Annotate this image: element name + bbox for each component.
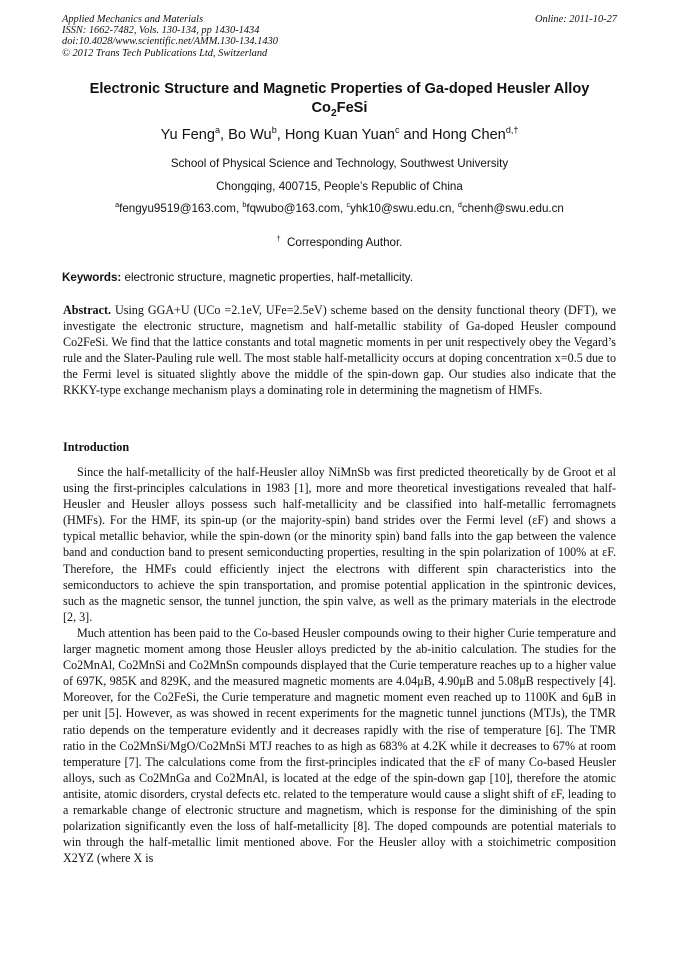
online-date: Online: 2011-10-27: [534, 14, 617, 25]
affiliation-institution: School of Physical Science and Technology, Southwest University: [170, 157, 509, 170]
title-formula-rest: FeSi: [336, 100, 368, 116]
author-conjunction: and: [403, 127, 428, 143]
email-address: chenh@swu.edu.cn: [461, 202, 564, 215]
keywords-label: Keywords:: [62, 271, 122, 284]
intro-paragraph-1: Since the half-metallicity of the half-Heusler alloy NiMnSb was first predicted theoretically by de Groot et al using the first-principles calculations in 1983 [1], more and more theoretical investigations revealed that half-Heusler and Heusler alloys possess such half-metallicity and be classified into half-metallic ferromagnets (HMFs). For the HMF, its spin-up (or the majority-spin) band strides over the Fermi level (εF) and shows a typical metallic behavior, while the spin-down (or the minority spin) band falls into the gap between the valence band and conduction band to present semiconducting properties, resulting in the spin polarization of 100% at εF. Therefore, the HMFs could efficiently inject the electrons with different spin characteristics into the semiconductors to achieve the spin transportation, and promise potential application in the spintronic devices, such as the magnetic sensor, the tunnel junction, the spin valve, as well as the primary materials in the electrode [2, 3].: [63, 465, 616, 624]
author-list: Yu Feng$^a$, Bo Wu$^b$, Hong Kuan Yuan$^c$ and Hong Chen$^{d,\dagger}$: [160, 125, 519, 143]
email-address: fengyu9519@163.com,: [119, 202, 243, 215]
author-emails: [62, 201, 617, 216]
author-affiliation-mark: a: [214, 125, 221, 136]
author-name: Hong Kuan Yuan: [284, 127, 395, 143]
author-name: Yu Feng: [160, 127, 215, 143]
paper-title: [62, 80, 617, 118]
keywords-section: [62, 270, 617, 285]
keywords-text: electronic structure, magnetic properties, half-metallicity.: [121, 271, 413, 284]
title-formula-subscript: 2: [330, 107, 337, 119]
email-address: yhk10@swu.edu.cn,: [350, 202, 458, 215]
author-affiliation-mark: d,†: [505, 125, 519, 136]
copyright-line: © 2012 Trans Tech Publications Ltd, Switzerland: [62, 47, 268, 59]
author-affiliation-mark: c: [394, 125, 400, 136]
intro-paragraph-2: Much attention has been paid to the Co-based Heusler compounds owing to their higher Curie temperature and larger magnetic moment among those Heusler alloys predicted by the ab-initio calculation. The studies for the Co2MnAl, Co2MnSi and Co2MnSn compounds displayed that the Curie temperature reaches up to a higher value of 697K, 985K and 829K, and the measured magnetic moments are 4.04μB, 4.90μB and 5.08μB respectively [4]. Moreover, for the Co2FeSi, the Curie temperature and magnetic moment even reached up to 1100K and 6μB in per unit [5]. However, as was showed in recent experiments for the magnetic tunnel junctions (MTJs), the TMR ratio depends on the temperature evidently and it decreases rapidly with the rise of temperature [6]. The TMR ratio in the Co2MnSi/MgO/Co2MnSi MTJ reaches to as high as 683% at 4.2K while it decreases to 67% at room temperature [7]. The calculations come from the first-principles indicated that the εF of many Co-based Heusler alloys, such as Co2MnGa and Co2MnAl, is located at the edge of the spin-down gap [10], therefore the atomic antisite, atomic disorders, crystal defects etc. related to the temperature would cause a slight shift of εF, leading to a remarkable change of electronic structure and magnetism, which is response for the diminishing of the spin polarization significantly even the loss of half-metallicity [8]. The doped compounds are potential materials to win through the half-metallic limit mentioned above. For the Heusler alloy with a stoichimetric composition X2YZ (where X is: [63, 625, 616, 866]
doi-line: doi:10.4028/www.scientific.net/AMM.130-134.1430: [62, 36, 278, 48]
introduction-heading: Introduction: [63, 440, 130, 454]
journal-name: Applied Mechanics and Materials: [62, 14, 204, 25]
journal-header: [62, 14, 617, 59]
title-line-2: [62, 99, 617, 118]
email-mark: a: [115, 200, 120, 210]
affiliation-address: Chongqing, 400715, People’s Republic of China: [216, 180, 463, 193]
title-formula-base: Co: [311, 100, 331, 116]
author-name: Bo Wu: [228, 127, 272, 143]
abstract-label: Abstract.: [63, 303, 112, 317]
abstract-section: [63, 302, 616, 399]
author-name: Hong Chen: [431, 127, 506, 143]
abstract-text: Using GGA+U (UCo =2.1eV, UFe=2.5eV) scheme based on the density functional theory (DFT), we investigate the electronic structure, magnetism and half-metallic stability of Ga-doped Heusler compound Co2FeSi. We find that the lattice constants and total magnetic moments in per unit respectively obey the Vegard’s rule and the Slater-Pauling rule well. The most stable half-metallicity occurs at doping concentration x=0.5 due to the Fermi level is situated slightly above the middle of the spin-down gap. Our studies also indicate that the RKKY-type exchange mechanism plays a dominating role in determining the magnetism of HMFs.: [63, 303, 616, 398]
email-address: fqwubo@163.com,: [246, 202, 347, 215]
corresponding-text: Corresponding Author.: [287, 236, 403, 249]
corresponding-author-note: [62, 235, 617, 250]
email-mark: c: [346, 200, 351, 210]
issn-line: ISSN: 1662-7482, Vols. 130-134, pp 1430-1434: [62, 25, 260, 37]
introduction-body: [63, 464, 616, 866]
email-mark: b: [242, 200, 247, 210]
corresponding-mark: †: [276, 234, 281, 244]
title-line-1: Electronic Structure and Magnetic Properties of Ga-doped Heusler Alloy: [89, 81, 590, 97]
email-mark: d: [457, 200, 462, 210]
author-affiliation-mark: b: [271, 125, 277, 136]
